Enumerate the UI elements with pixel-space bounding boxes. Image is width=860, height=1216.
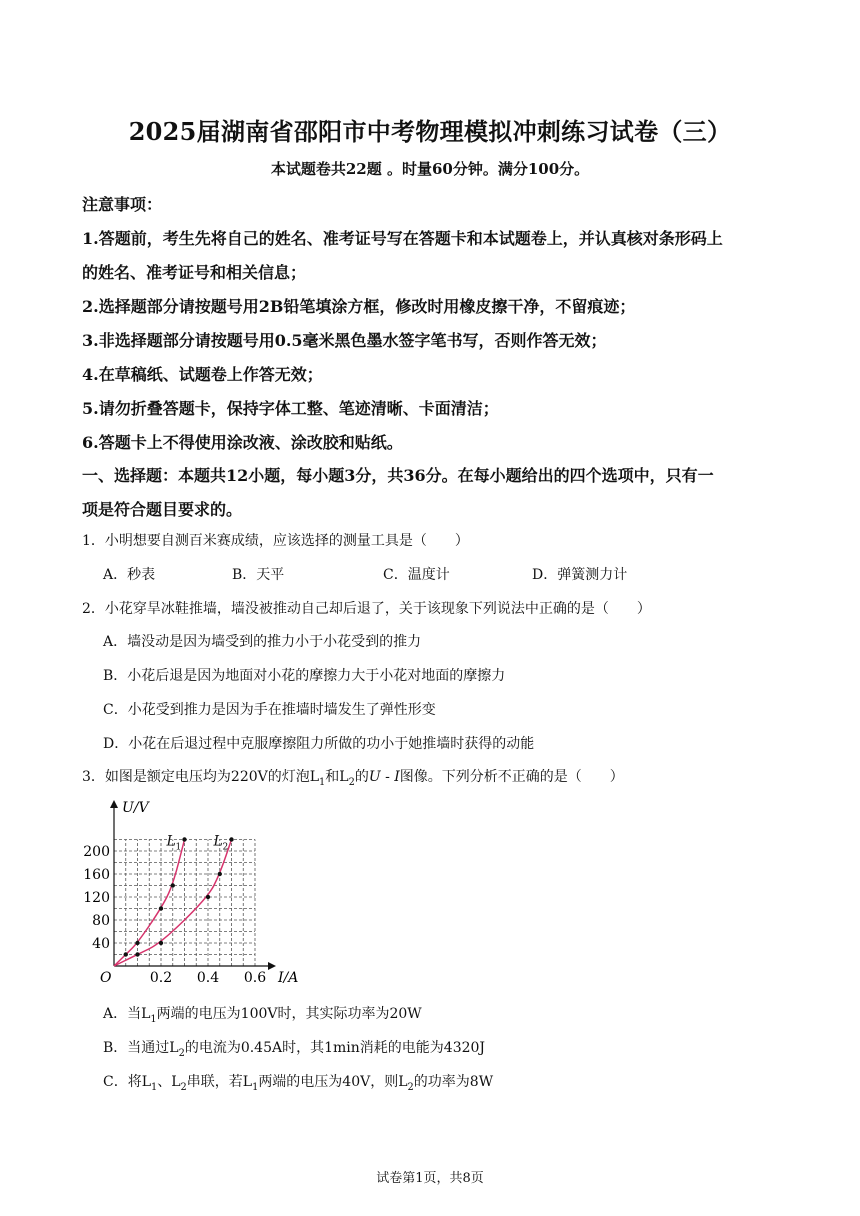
q3-stem-text-3: 的 [354, 769, 369, 785]
data-point-l2 [218, 872, 222, 876]
note-line-2: 2.选择题部分请按题号用2B铅笔填涂方框，修改时用橡皮擦干净，不留痕迹； [82, 297, 636, 316]
y-axis-arrow [110, 800, 118, 808]
series-label-l2: L [213, 833, 223, 850]
data-point-l2 [159, 941, 163, 945]
section-heading-line-1: 一、选择题：本题共12小题，每小题3分，共36分。在每小题给出的四个选项中，只有一 [82, 466, 714, 485]
q3-option-b: B．当通过$L_2$的电流为0.45A时，其1min消耗的电能为4320J [103, 1040, 486, 1059]
data-point-l1 [124, 952, 128, 956]
q3-stem-text-4: 图像。下列分析不正确的是（ ） [399, 769, 624, 785]
q3-stem-text-2: 和L [325, 769, 349, 785]
series-label-sub-l1: 1 [175, 842, 182, 853]
x-tick-label: 0.2 [149, 970, 173, 986]
q2-option-d: D．小花在后退过程中克服摩擦阻力所做的功小于她推墙时获得的动能 [103, 736, 535, 752]
x-tick-label: 0.4 [196, 970, 220, 986]
origin-label: O [100, 970, 112, 986]
q3-stem-sub-1: 1 [319, 776, 326, 788]
x-tick-label: 0.6 [243, 970, 267, 986]
q3-stem-dash: - [380, 769, 395, 785]
y-axis-label: U/V [122, 800, 149, 816]
question-3-stem [82, 766, 624, 788]
note-line-5: 5.请勿折叠答题卡，保持字体工整、笔迹清晰、卡面清洁； [82, 399, 499, 418]
q1-option-d: D．弹簧测力计 [532, 567, 628, 583]
q2-option-b: B．小花后退是因为地面对小花的摩擦力大于小花对地面的摩擦力 [103, 668, 506, 684]
data-point-l1 [182, 837, 186, 841]
q3-stem-var-i: I [394, 769, 400, 785]
data-point-l1 [159, 906, 163, 910]
y-tick-label: 120 [83, 890, 110, 906]
q3-option-c: C．将$L_1$、$L_2$串联，若$L_1$两端的电压为40V，则$L_2$的功率为8W [103, 1074, 494, 1093]
notes-heading: 注意事项： [82, 195, 163, 214]
y-tick-label: 80 [92, 913, 110, 929]
question-2-stem: 2．小花穿旱冰鞋推墙，墙没被推动自己却后退了，关于该现象下列说法中正确的是（ ） [82, 601, 651, 617]
page-footer: 试卷第1页，共8页 [376, 1171, 484, 1186]
u-i-graph [83, 796, 318, 988]
note-line-6: 6.答题卡上不得使用涂改液、涂改胶和贴纸。 [82, 433, 403, 452]
y-tick-label: 200 [83, 844, 110, 860]
x-axis-arrow [268, 962, 276, 970]
page-title: 2025届湖南省邵阳市中考物理模拟冲刺练习试卷（三） [128, 117, 732, 146]
q3-option-a: A．当$L_1$两端的电压为100V时，其实际功率为20W [103, 1006, 422, 1025]
y-tick-label: 40 [92, 936, 110, 952]
q1-option-a: A．秒表 [103, 567, 156, 583]
note-line-4: 4.在草稿纸、试题卷上作答无效； [82, 365, 323, 384]
question-1-stem: 1．小明想要自测百米赛成绩，应该选择的测量工具是（ ） [82, 533, 469, 549]
data-point-l2 [229, 837, 233, 841]
data-point-l2 [206, 895, 210, 899]
data-point-l1 [135, 941, 139, 945]
y-tick-label: 160 [83, 867, 110, 883]
q2-option-c: C．小花受到推力是因为手在推墙时墙发生了弹性形变 [103, 702, 436, 718]
data-point-l1 [171, 883, 175, 887]
q1-option-b: B．天平 [232, 567, 285, 583]
data-point-l2 [135, 952, 139, 956]
note-line-1-cont: 的姓名、准考证号和相关信息； [82, 263, 307, 282]
q1-option-c: C．温度计 [383, 567, 450, 583]
q3-stem-sub-2: 2 [348, 776, 355, 788]
q3-stem-var-u: U [368, 769, 381, 785]
note-line-3: 3.非选择题部分请按题号用0.5毫米黑色墨水签字笔书写，否则作答无效； [82, 331, 607, 350]
section-heading-line-2: 项是符合题目要求的。 [82, 500, 243, 519]
q3-stem-text-1: 3．如图是额定电压均为220V的灯泡L [82, 769, 320, 785]
q2-option-a: A．墙没动是因为墙受到的推力小于小花受到的推力 [103, 634, 422, 650]
exam-subtitle: 本试题卷共22题 。时量60分钟。满分100分。 [270, 160, 590, 178]
x-axis-label: I/A [278, 970, 299, 986]
series-label-l1: L [166, 833, 176, 850]
series-label-sub-l2: 2 [222, 842, 229, 853]
note-line-1: 1.答题前，考生先将自己的姓名、准考证号写在答题卡和本试题卷上，并认真核对条形码上 [82, 229, 723, 248]
